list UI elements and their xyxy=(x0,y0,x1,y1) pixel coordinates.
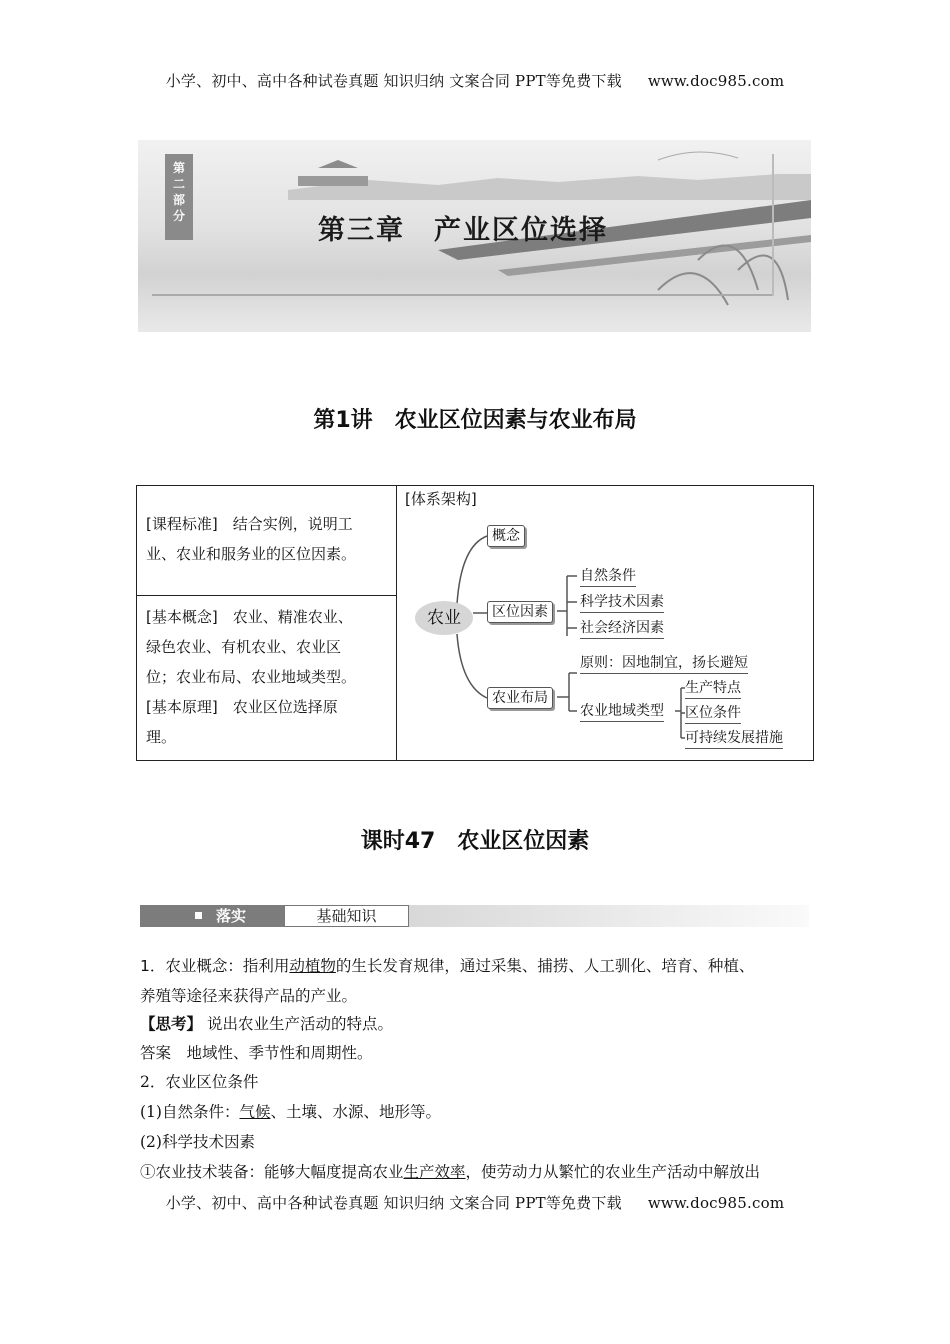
section-dark-label xyxy=(140,905,284,927)
footer-url[interactable]: www.doc985.com xyxy=(647,1194,785,1212)
think-line xyxy=(140,1013,393,1035)
p3-text: 、土壤、水源、地形等。 xyxy=(270,1103,441,1121)
leaf-technology: 科学技术因素 xyxy=(580,592,664,613)
think-text: 的特点。 xyxy=(330,1015,393,1033)
curriculum-label: [课程标准] xyxy=(146,515,218,533)
framework-diagram xyxy=(397,486,813,760)
p1-underline: 动植物 xyxy=(289,957,336,975)
node-agri-layout: 农业布局 xyxy=(487,687,553,709)
concept-text xyxy=(146,602,388,752)
p1-label: 1．农业概念： xyxy=(140,957,243,975)
answer-label: 答案 xyxy=(140,1044,172,1062)
page-footer xyxy=(0,1192,950,1213)
lecture-title: 第1讲 农业区位因素与农业布局 xyxy=(313,408,637,433)
section-fade xyxy=(409,905,809,927)
curriculum-text xyxy=(146,509,388,569)
table-left-column xyxy=(137,486,397,760)
framework-label: [体系架构] xyxy=(405,490,477,508)
leaf-location-conditions: 区位条件 xyxy=(685,703,741,724)
part-tab-char: 第 xyxy=(172,161,185,175)
think-label: 【思考】 xyxy=(140,1015,203,1033)
p3-text: (1)自然条件： xyxy=(140,1103,240,1121)
paragraph-2: 2．农业区位条件 xyxy=(140,1073,259,1091)
leaf-sustainable: 可持续发展措施 xyxy=(685,728,783,749)
think-text: 生产活动 xyxy=(268,1015,331,1033)
principle-line: 理。 xyxy=(146,728,177,746)
answer-line xyxy=(140,1042,373,1064)
header-text: 小学、初中、高中各种试卷真题 知识归纳 文案合同 PPT等免费下载 xyxy=(165,72,622,90)
p1-text: 指利用 xyxy=(242,957,290,975)
p3-underline: 气候 xyxy=(239,1103,271,1121)
leaf-natural: 自然条件 xyxy=(580,566,636,587)
part-tab-char: 分 xyxy=(172,209,185,223)
header-url[interactable]: www.doc985.com xyxy=(647,72,785,90)
curriculum-cell xyxy=(137,486,396,596)
node-concept: 概念 xyxy=(487,525,525,547)
p1-text: 的生长发育规律，通过采集、捕捞、人工驯化、培育、种植、 xyxy=(335,957,755,975)
banner-divider xyxy=(152,294,772,296)
principle-label: [基本原理] xyxy=(146,698,218,716)
concept-line: 农业、精准农业、 xyxy=(232,608,353,626)
square-icon xyxy=(195,912,202,919)
curriculum-line: 业、农业和服务业的区位因素。 xyxy=(146,545,357,563)
concept-label: [基本概念] xyxy=(146,608,218,626)
p5-text: ，使劳动力从繁忙的农业生产活动中解放出 xyxy=(465,1163,761,1181)
chapter-title: 第三章 产业区位选择 xyxy=(318,215,608,246)
section-light-label: 基础知识 xyxy=(284,905,409,927)
leaf-socioeconomic: 社会经济因素 xyxy=(580,618,664,639)
concept-line: 绿色农业、有机农业、农业区 xyxy=(146,638,342,656)
think-text: 说出 xyxy=(202,1015,238,1033)
part-tab-char: 部 xyxy=(172,193,185,207)
paragraph-4: (2)科学技术因素 xyxy=(140,1133,255,1151)
curriculum-line: 结合实例，说明工 xyxy=(232,515,353,533)
section-dark-text: 落实 xyxy=(216,907,247,925)
paragraph-3 xyxy=(140,1101,441,1123)
part-tab-char: 二 xyxy=(172,177,185,191)
paragraph-1 xyxy=(140,955,754,977)
overview-table xyxy=(136,485,814,761)
leaf-production: 生产特点 xyxy=(685,678,741,699)
think-text: 农业 xyxy=(237,1015,269,1033)
leaf-principle: 原则：因地制宜，扬长避短 xyxy=(580,653,748,674)
chapter-banner xyxy=(138,140,811,332)
concept-line: 位；农业布局、农业地域类型。 xyxy=(146,668,357,686)
footer-text: 小学、初中、高中各种试卷真题 知识归纳 文案合同 PPT等免费下载 xyxy=(165,1194,622,1212)
p5-underline: 生产效率 xyxy=(403,1163,466,1181)
lesson-title: 课时47 农业区位因素 xyxy=(360,829,590,854)
answer-text: 地域性、季节性和周期性。 xyxy=(171,1044,373,1062)
mindmap-center-node: 农业 xyxy=(415,601,473,635)
p5-text: ①农业技术装备：能够大幅度提高农业 xyxy=(140,1163,404,1181)
page-header xyxy=(0,70,950,91)
part-tab xyxy=(165,154,193,240)
banner-divider-vertical xyxy=(772,154,774,296)
node-location-factors: 区位因素 xyxy=(487,601,553,623)
paragraph-1-cont: 养殖等途径来获得产品的产业。 xyxy=(140,987,358,1005)
leaf-region-type: 农业地域类型 xyxy=(580,701,664,722)
section-bar xyxy=(140,905,810,929)
paragraph-5 xyxy=(140,1161,760,1183)
principle-line: 农业区位选择原 xyxy=(232,698,338,716)
